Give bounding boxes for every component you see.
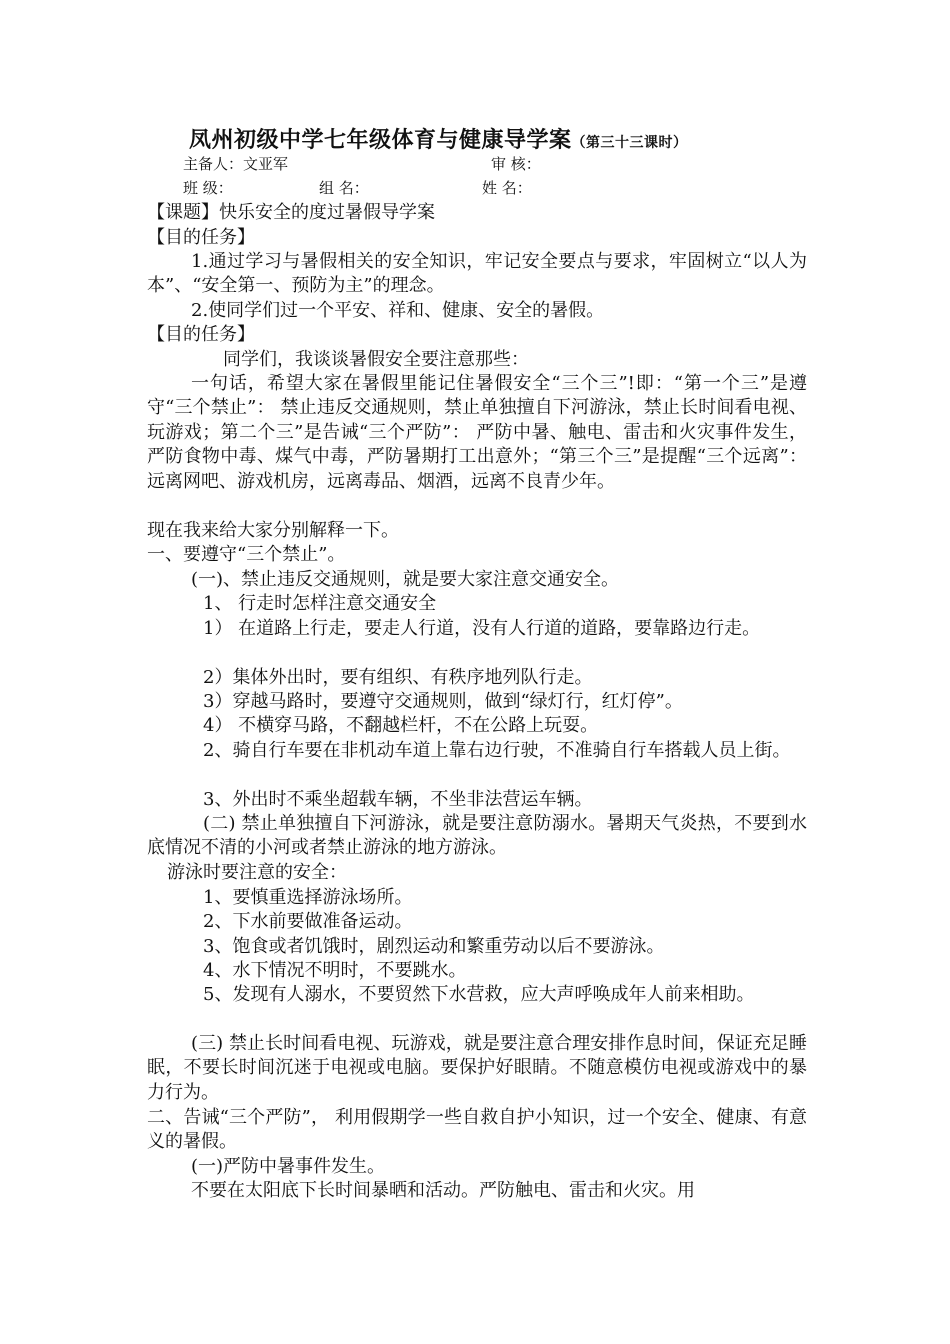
walking-item-2: 2）集体外出时，要有组织、有秩序地列队行走。: [203, 667, 593, 688]
walking-item-3: 3）穿越马路时，要遵守交通规则，做到“绿灯行，红灯停”。: [203, 691, 683, 712]
name-field: 姓 名：: [482, 179, 532, 197]
tv-games-rule: (三) 禁止长时间看电视、玩游戏，就是要注意合理安排作息时间，保证充足睡眠，不要长时间沉迷于电视或电脑。要保护好眼睛。不随意模仿电视或游戏中的暴力行为。: [147, 1033, 807, 1103]
task-heading: 【目的任务】: [147, 324, 255, 345]
traffic-rule: (一)、禁止违反交通规则，就是要大家注意交通安全。: [191, 569, 620, 590]
swimming-safety-heading: 游泳时要注意的安全：: [167, 862, 347, 883]
swim-item-4: 4、水下情况不明时，不要跳水。: [203, 960, 467, 981]
swim-item-5: 5、发现有人溺水，不要贸然下水营救，应大声呼唤成年人前来相助。: [203, 984, 755, 1005]
objective-1: 1.通过学习与暑假相关的安全知识，牢记安全要点与要求，牢固树立“以人为本”、“安全第一、预防为主”的理念。: [147, 251, 807, 297]
document-title: [189, 123, 688, 154]
topic-heading: 【课题】快乐安全的度过暑假导学案: [147, 202, 435, 223]
vehicle-rule: 3、外出时不乘坐超载车辆，不坐非法营运车辆。: [203, 789, 593, 810]
lesson-number: （第三十三课时）: [571, 135, 688, 151]
heatstroke-heading: (一)严防中暑事件发生。: [191, 1156, 386, 1177]
bicycle-rule: 2、骑自行车要在非机动车道上靠右边行驶，不准骑自行车搭载人员上街。: [203, 740, 791, 761]
swim-item-2: 2、下水前要做准备运动。: [203, 911, 413, 932]
walking-item-4: 4） 不横穿马路，不翻越栏杆，不在公路上玩耍。: [203, 715, 599, 736]
objective-heading: 【目的任务】: [147, 227, 255, 248]
group-field: 组 名：: [319, 179, 369, 197]
heatstroke-text: 不要在太阳底下长时间暴晒和活动。严防触电、雷击和火灾。用: [191, 1180, 695, 1201]
title-text: 凤州初级中学七年级体育与健康导学案: [189, 127, 572, 153]
swim-item-1: 1、要慎重选择游泳场所。: [203, 887, 413, 908]
objective-2: 2.使同学们过一个平安、祥和、健康、安全的暑假。: [191, 300, 605, 321]
section-two-heading: 二、告诫“三个严防”， 利用假期学一些自救自护小知识，过一个安全、健康、有意义的暑假。: [147, 1107, 807, 1153]
explain-line: 现在我来给大家分别解释一下。: [147, 520, 399, 541]
class-field: 班 级：: [183, 179, 233, 197]
three-threes-paragraph: 一句话，希望大家在暑假里能记住暑假安全“三个三”!即：“第一个三”是遵守“三个禁止”： 禁止违反交通规则，禁止单独擅自下河游泳，禁止长时间看电视、玩游戏；第二个三”是告诫“三个严防”： 严防中暑、触电、雷击和火灾事件发生，严防食物中毒、煤气中毒，严防暑期打工出意外；“第三个三”是提醒“三个远离”：远离网吧、游戏机房，远离毒品、烟酒，远离不良青少年。: [147, 373, 807, 492]
section-one-heading: 一、要遵守“三个禁止”。: [147, 544, 346, 565]
preparer-field: 主备人：文亚军: [183, 155, 289, 173]
reviewer-field: 审 核：: [491, 155, 541, 173]
swim-item-3: 3、饱食或者饥饿时，剧烈运动和繁重劳动以后不要游泳。: [203, 936, 665, 957]
walking-heading: 1、 行走时怎样注意交通安全: [203, 593, 437, 614]
intro-line: 同学们，我谈谈暑假安全要注意那些：: [223, 349, 529, 370]
walking-item-1: 1） 在道路上行走，要走人行道，没有人行道的道路，要靠路边行走。: [203, 618, 761, 639]
swimming-rule: (二) 禁止单独擅自下河游泳，就是要注意防溺水。暑期天气炎热，不要到水底情况不清的小河或者禁止游泳的地方游泳。: [147, 813, 807, 859]
